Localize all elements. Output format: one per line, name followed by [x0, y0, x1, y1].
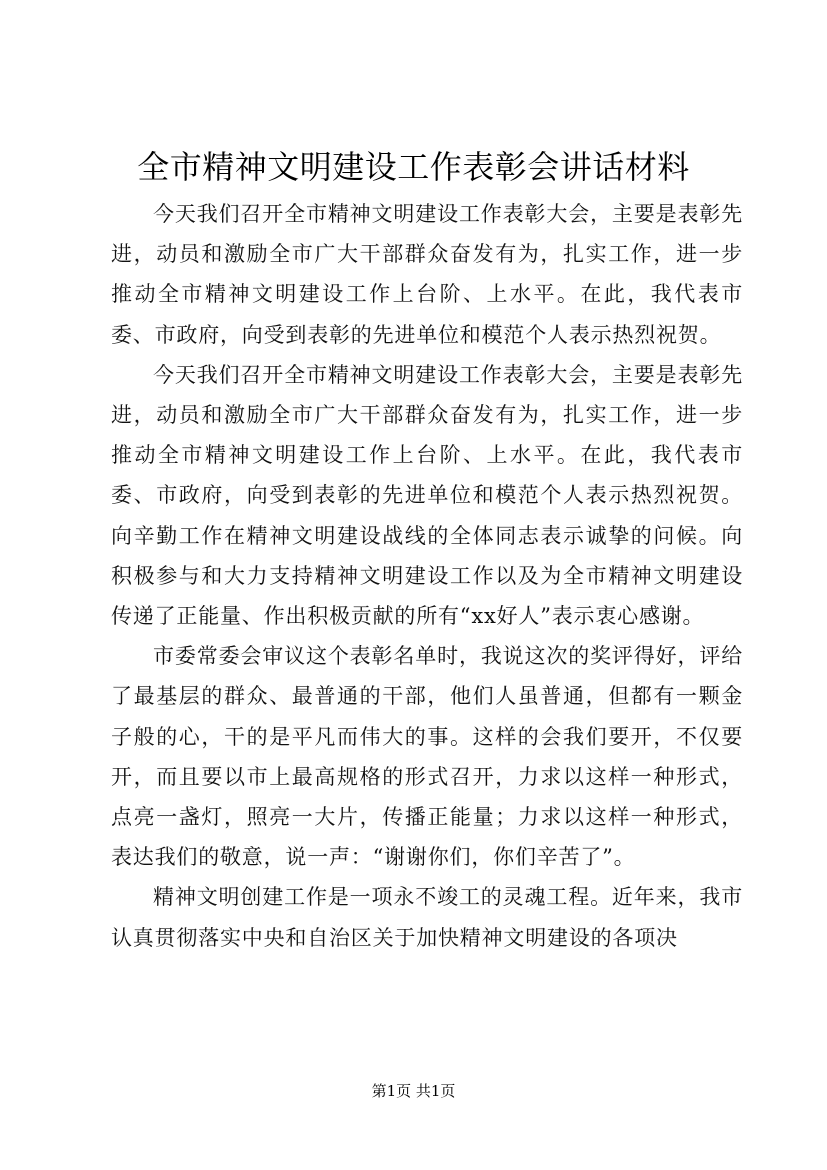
body-paragraph: 精神文明创建工作是一项永不竣工的灵魂工程。近年来，我市认真贯彻落实中央和自治区关于加快精神文明建设的各项决 [111, 885, 743, 950]
document-title: 全市精神文明建设工作表彰会讲话材料 [137, 148, 690, 186]
body-paragraph: 今天我们召开全市精神文明建设工作表彰大会，主要是表彰先进，动员和激励全市广大干部群众奋发有为，扎实工作，进一步推动全市精神文明建设工作上台阶、上水平。在此，我代表市委、市政府，向受到表彰的先进单位和模范个人表示热烈祝贺。向辛勤工作在精神文明建设战线的全体同志表示诚挚的问候。向积极参与和大力支持精神文明建设工作以及为全市精神文明建设传递了正能量、作出积极贡献的所有“xx好人”表示衷心感谢。 [111, 362, 743, 629]
page-number-footer: 第1页 共1页 [371, 1082, 456, 1100]
body-paragraph: 市委常委会审议这个表彰名单时，我说这次的奖评得好，评给了最基层的群众、最普通的干部，他们人虽普通，但都有一颗金子般的心，干的是平凡而伟大的事。这样的会我们要开，不仅要开，而且要以市上最高规格的形式召开，力求以这样一种形式，点亮一盏灯，照亮一大片，传播正能量；力求以这样一种形式，表达我们的敬意，说一声：“谢谢你们，你们辛苦了”。 [111, 644, 743, 870]
document-body [111, 194, 743, 958]
body-paragraph: 今天我们召开全市精神文明建设工作表彰大会，主要是表彰先进，动员和激励全市广大干部群众奋发有为，扎实工作，进一步推动全市精神文明建设工作上台阶、上水平。在此，我代表市委、市政府，向受到表彰的先进单位和模范个人表示热烈祝贺。 [111, 202, 743, 347]
